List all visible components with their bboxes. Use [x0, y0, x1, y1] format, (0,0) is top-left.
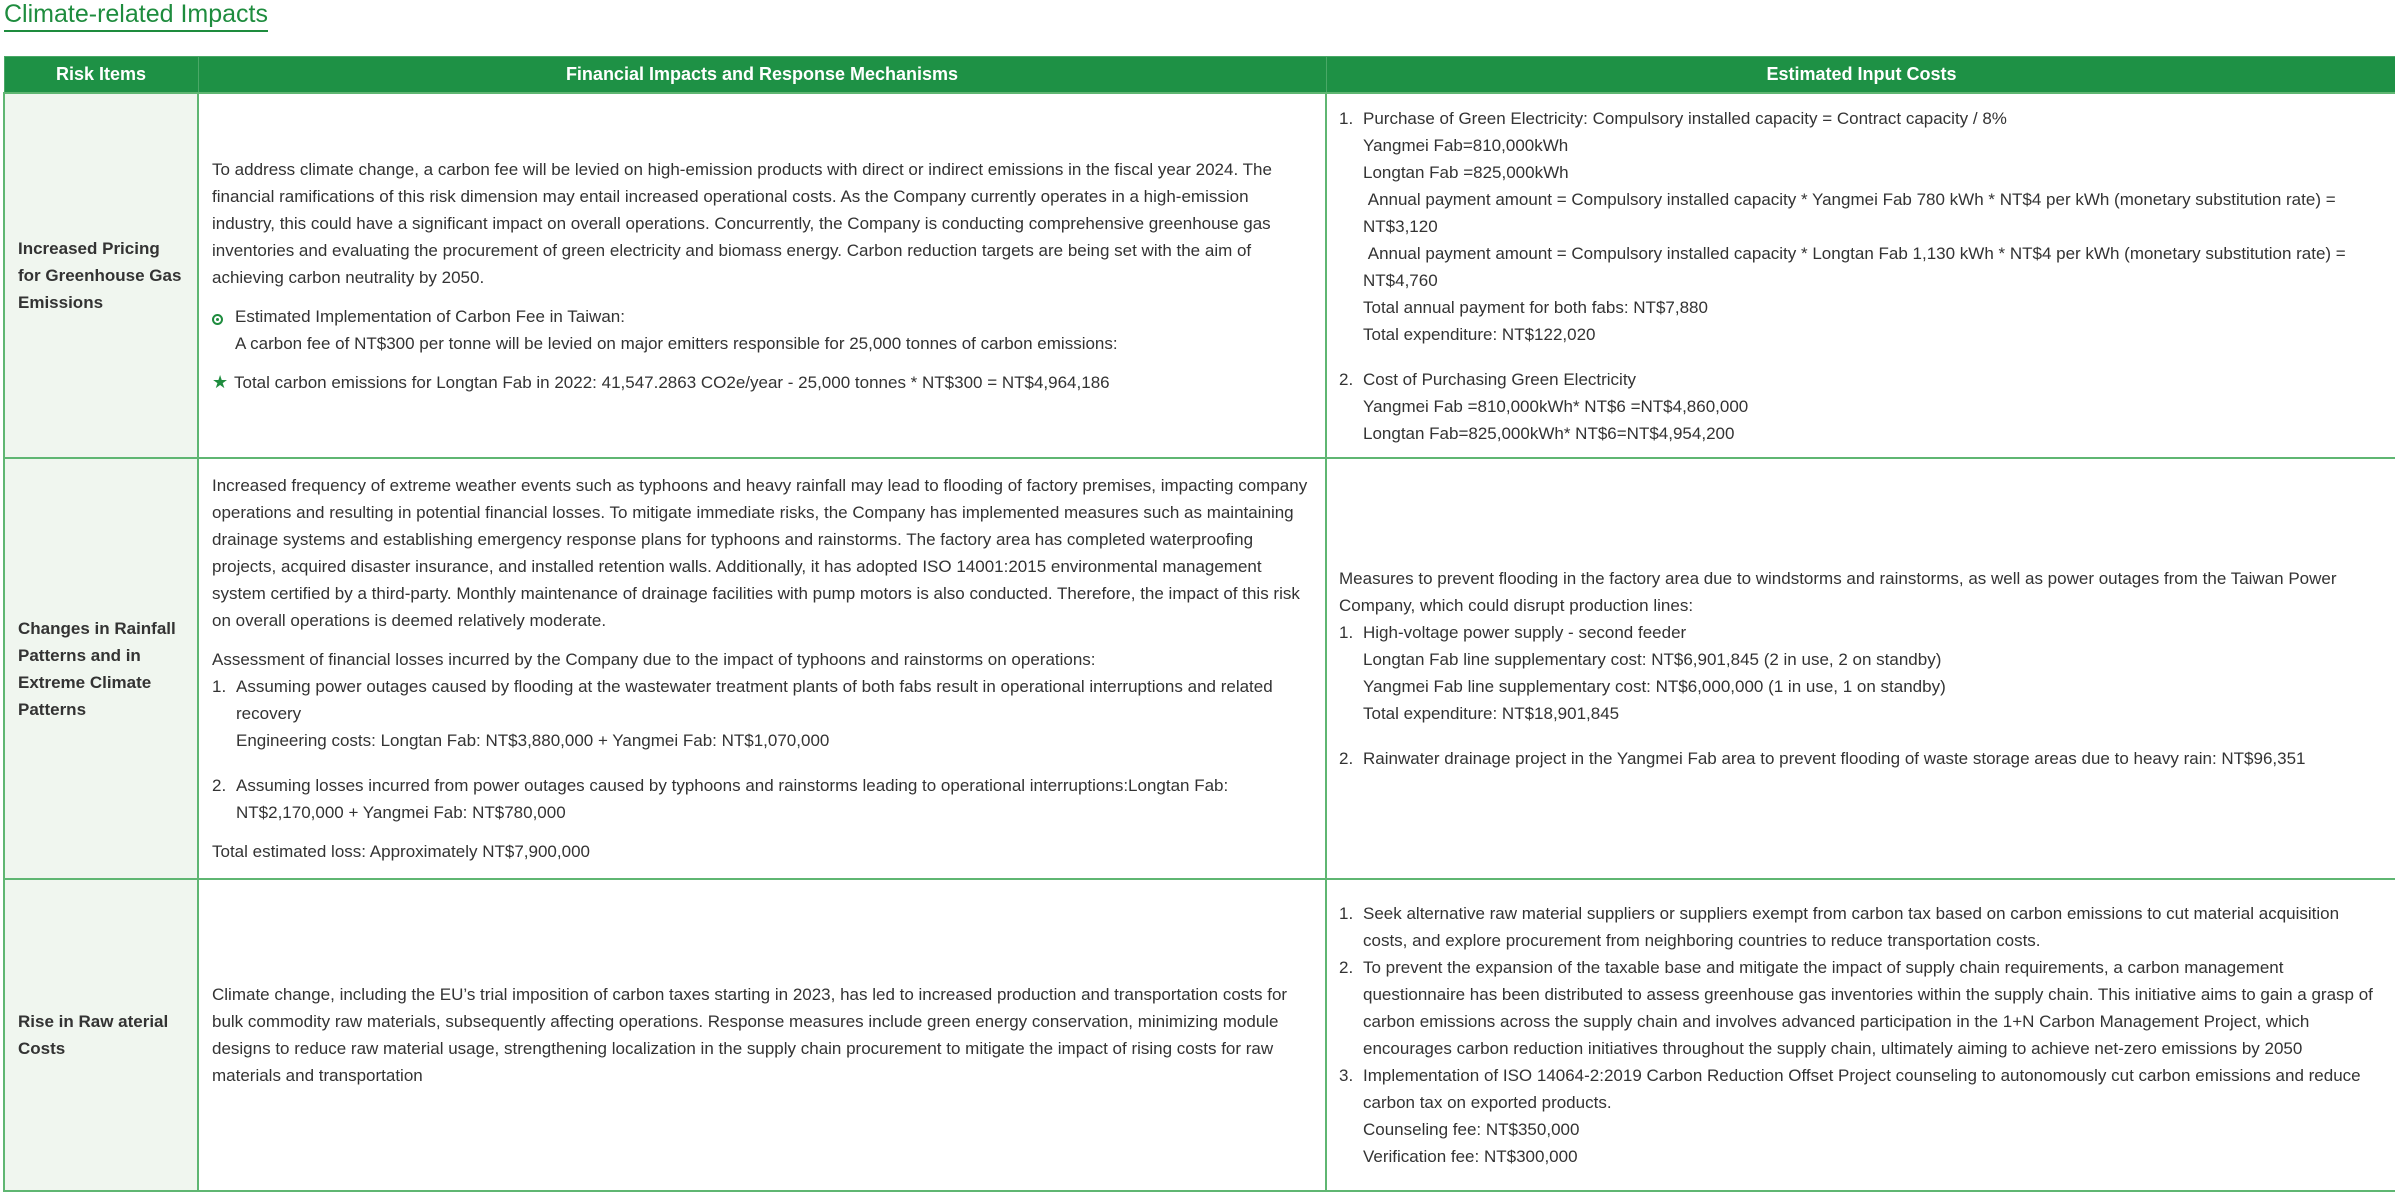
table-header-row: [4, 57, 2395, 94]
bullet-title: Estimated Implementation of Carbon Fee in Taiwan:: [235, 306, 625, 326]
list-item-title: Cost of Purchasing Green Electricity: [1363, 369, 1637, 389]
list-item: 1. Purchase of Green Electricity: Compulsory installed capacity = Contract capacity / 8%: [1339, 105, 2386, 132]
star-icon: ★: [212, 371, 229, 392]
header-estimated-costs: Estimated Input Costs: [1326, 57, 2395, 94]
radio-bullet-icon: [212, 314, 223, 325]
star-text: Total carbon emissions for Longtan Fab in 2022: 41,547.2863 CO2e/year - 25,000 tonnes * NT$300 = NT$4,964,186: [234, 372, 1110, 392]
total-estimated-loss: Total estimated loss: Approximately NT$7,900,000: [212, 842, 590, 861]
table-row: [4, 458, 2395, 879]
risk-item-cell: Rise in Raw aterial Costs: [4, 879, 198, 1191]
list-item: 1. High-voltage power supply - second feeder: [1339, 619, 2386, 646]
list-item: 1. Seek alternative raw material suppliers or suppliers exempt from carbon tax based on carbon emissions to cut material acquisition costs, and explore procurement from neighboring countries to reduce transportation costs.: [1339, 900, 2386, 954]
financial-impact-cell: [198, 879, 1326, 1191]
list-item-details: Yangmei Fab =810,000kWh* NT$6 =NT$4,860,000 Longtan Fab=825,000kWh* NT$6=NT$4,954,200: [1363, 396, 1749, 443]
list-item-sub: Engineering costs: Longtan Fab: NT$3,880,000 + Yangmei Fab: NT$1,070,000: [236, 731, 830, 750]
risk-item-cell: Changes in Rainfall Patterns and in Extreme Climate Patterns: [4, 458, 198, 879]
list-item: 1. Assuming power outages caused by flooding at the wastewater treatment plants of both fabs result in operational interruptions and related recovery: [212, 673, 1313, 727]
list-item-details: Yangmei Fab=810,000kWh Longtan Fab =825,000kWh Annual payment amount = Compulsory installed capacity * Yangmei Fab 780 kWh * NT$4 per kWh (monetary substitution rate) = NT$3,120 Annual payment amount = Compulsory installed capacity * Longtan Fab 1,130 kWh * NT$4 per kWh (monetary substitution rate) = NT$4,760 Total annual payment for both fabs: NT$7,880 Total expenditure: NT$122,020: [1363, 135, 2351, 344]
page-title: Climate-related Impacts: [4, 0, 268, 32]
estimated-cost-cell: [1326, 458, 2395, 879]
list-item-text: Seek alternative raw material suppliers or suppliers exempt from carbon tax based on carbon emissions to cut material acquisition costs, and explore procurement from neighboring countries to reduce transportation costs.: [1363, 904, 2340, 950]
list-item-text: Implementation of ISO 14064-2:2019 Carbon Reduction Offset Project counseling to autonomously cut carbon emissions and reduce carbon tax on exported products.: [1363, 1066, 2361, 1112]
assessment-text: Assessment of financial losses incurred by the Company due to the impact of typhoons and rainstorms on operations:: [212, 650, 1096, 669]
cost-intro: Measures to prevent flooding in the factory area due to windstorms and rainstorms, as well as power outages from the Taiwan Power Company, which could disrupt production lines:: [1339, 569, 2337, 615]
financial-paragraph: Increased frequency of extreme weather events such as typhoons and heavy rainfall may lead to flooding of factory premises, impacting company operations and resulting in potential financial losses. To mitigate immediate risks, the Company has implemented measures such as maintaining drainage systems and establishing emergency response plans for typhoons and rainstorms. The factory area has completed waterproofing projects, acquired disaster insurance, and installed retention walls. Additionally, it has adopted ISO 14001:2015 environmental management system certified by a third-party. Monthly maintenance of drainage facilities with pump motors is also conducted. Therefore, the impact of this risk on overall operations is deemed relatively moderate.: [212, 476, 1308, 630]
list-item-details: Counseling fee: NT$350,000 Verification fee: NT$300,000: [1363, 1120, 1580, 1166]
risk-item-cell: Increased Pricing for Greenhouse Gas Emissions: [4, 93, 198, 458]
list-item-title: High-voltage power supply - second feeder: [1363, 623, 1687, 642]
table-row: [4, 93, 2395, 458]
star-item: [212, 369, 1313, 396]
table-row: [4, 879, 2395, 1191]
financial-paragraph: Climate change, including the EU’s trial imposition of carbon taxes starting in 2023, has led to increased production and transportation costs for bulk commodity raw materials, subsequently affecting operations. Response measures include green energy conservation, minimizing module designs to reduce raw material usage, strengthening localization in the supply chain procurement to mitigate the impact of rising costs for raw materials and transportation: [212, 985, 1288, 1085]
list-item-text: Assuming losses incurred from power outages caused by typhoons and rainstorms leading to operational interruptions:Longtan Fab: NT$2,170,000 + Yangmei Fab: NT$780,000: [236, 776, 1229, 822]
list-item-text: To prevent the expansion of the taxable base and mitigate the impact of supply chain requirements, a carbon management questionnaire has been distributed to assess greenhouse gas inventories within the supply chain. This initiative aims to gain a grasp of carbon emissions across the supply chain and involves advanced participation in the 1+N Carbon Management Project, which encourages carbon reduction initiatives throughout the supply chain, ultimately aiming to achieve net-zero emissions by 2050: [1363, 958, 2373, 1058]
financial-impact-cell: [198, 93, 1326, 458]
list-item: 2. Assuming losses incurred from power outages caused by typhoons and rainstorms leading to operational interruptions:Longtan Fab: NT$2,170,000 + Yangmei Fab: NT$780,000: [212, 772, 1313, 826]
climate-impacts-table: [3, 56, 2395, 1192]
header-risk-items: Risk Items: [4, 57, 198, 94]
list-item: 2. Cost of Purchasing Green Electricity: [1339, 366, 2386, 393]
list-item: 2. Rainwater drainage project in the Yangmei Fab area to prevent flooding of waste storage areas due to heavy rain: NT$96,351: [1339, 745, 2386, 772]
list-item-title: Rainwater drainage project in the Yangmei Fab area to prevent flooding of waste storage areas due to heavy rain: NT$96,351: [1363, 749, 2306, 768]
bullet-item: [212, 303, 1313, 330]
bullet-text: A carbon fee of NT$300 per tonne will be levied on major emitters responsible for 25,000 tonnes of carbon emissions:: [235, 333, 1118, 353]
financial-paragraph: To address climate change, a carbon fee will be levied on high-emission products with direct or indirect emissions in the fiscal year 2024. The financial ramifications of this risk dimension may entail increased operational costs. As the Company currently operates in a high-emission industry, this could have a significant impact on overall operations. Concurrently, the Company is conducting comprehensive greenhouse gas inventories and evaluating the procurement of green electricity and biomass energy. Carbon reduction targets are being set with the aim of achieving carbon neutrality by 2050.: [212, 159, 1272, 287]
list-item-text: Assuming power outages caused by flooding at the wastewater treatment plants of both fabs result in operational interruptions and related recovery: [236, 677, 1273, 723]
list-item: 2. To prevent the expansion of the taxable base and mitigate the impact of supply chain requirements, a carbon management questionnaire has been distributed to assess greenhouse gas inventories within the supply chain. This initiative aims to gain a grasp of carbon emissions across the supply chain and involves advanced participation in the 1+N Carbon Management Project, which encourages carbon reduction initiatives throughout the supply chain, ultimately aiming to achieve net-zero emissions by 2050: [1339, 954, 2386, 1062]
list-item-details: Longtan Fab line supplementary cost: NT$6,901,845 (2 in use, 2 on standby) Yangmei Fab line supplementary cost: NT$6,000,000 (1 in use, 1 on standby) Total expenditure: NT$18,901,845: [1363, 650, 1946, 723]
financial-impact-cell: [198, 458, 1326, 879]
estimated-cost-cell: [1326, 93, 2395, 458]
estimated-cost-cell: [1326, 879, 2395, 1191]
list-item: 3. Implementation of ISO 14064-2:2019 Carbon Reduction Offset Project counseling to autonomously cut carbon emissions and reduce carbon tax on exported products.: [1339, 1062, 2386, 1116]
list-item-title: Purchase of Green Electricity: Compulsory installed capacity = Contract capacity / 8%: [1363, 108, 2007, 128]
header-financial-impacts: Financial Impacts and Response Mechanisms: [198, 57, 1326, 94]
